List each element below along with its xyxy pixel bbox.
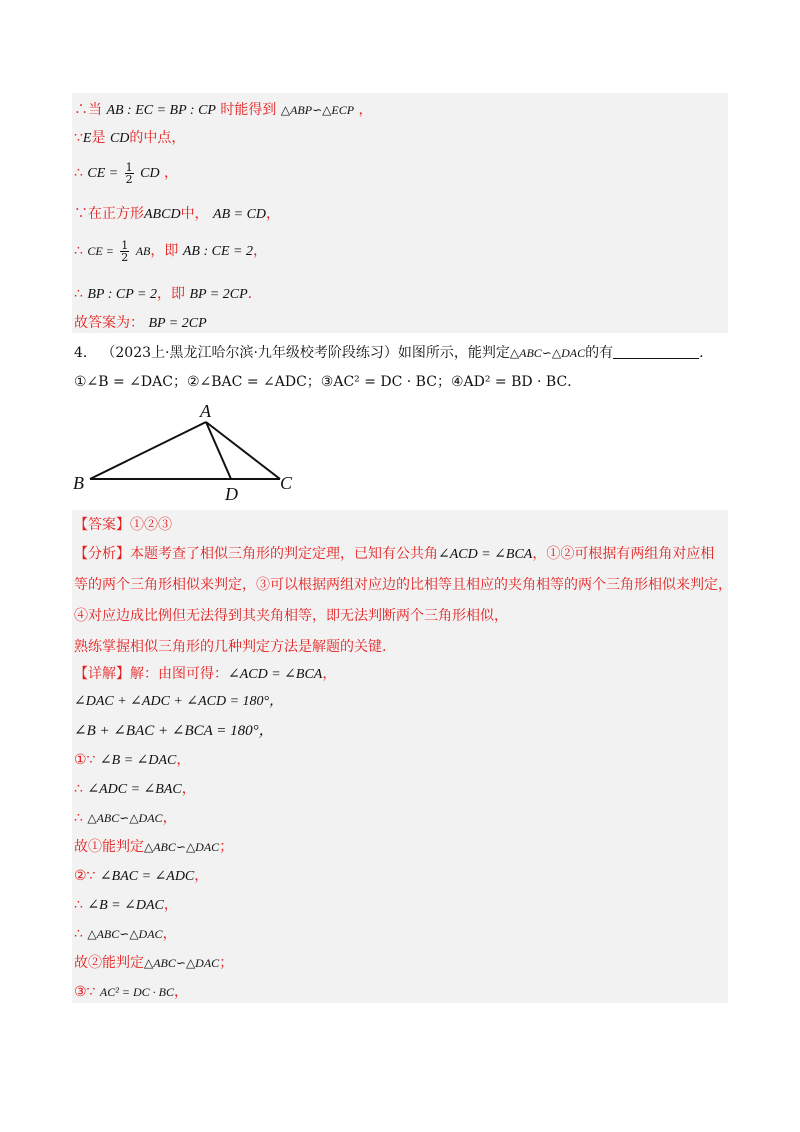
fraction-one-half: $\frac{1}{2}$ bbox=[121, 238, 129, 264]
question-4-options: ①∠B = ∠DAC；②∠BAC = ∠ADC；③AC² = DC · BC；④AD² = BD · BC． bbox=[74, 374, 582, 390]
solution-line-2: ∵E是 CD的中点， bbox=[74, 130, 186, 146]
label-D: D bbox=[225, 484, 238, 504]
solution-line-3: ∴ CE = $\frac{1}{2}$ CD ， bbox=[74, 160, 179, 186]
analysis-line-4: 熟练掌握相似三角形的几种判定方法是解题的关键. bbox=[74, 639, 387, 655]
label-B: B bbox=[73, 473, 84, 493]
analysis-line-1: 【分析】本题考查了相似三角形的判定定理，已知有公共角∠ACD = ∠BCA，①②可根据有两组角对应相 bbox=[74, 546, 715, 562]
solution-line-5: ∴ CE = $\frac{1}{2}$ AB，即 AB : CE = 2， bbox=[74, 238, 267, 264]
detail-step-6: ∴ ∠B = ∠DAC， bbox=[74, 897, 178, 913]
detail-line-3: ∠B + ∠BAC + ∠BCA = 180°， bbox=[74, 723, 274, 739]
detail-step-1: ①∵ ∠B = ∠DAC， bbox=[74, 752, 191, 768]
analysis-line-2: 等的两个三角形相似来判定，③可以根据两组对应边的比相等且相应的夹角相等的两个三角形相似来判定， bbox=[74, 577, 732, 593]
label-C: C bbox=[280, 473, 293, 493]
analysis-line-3: ④对应边成比例但无法得到其夹角相等，即无法判断两个三角形相似， bbox=[74, 608, 508, 624]
answer-blank bbox=[613, 344, 699, 359]
segment-BA bbox=[90, 422, 206, 479]
detail-step-8: 故②能判定△ABC∽△DAC； bbox=[74, 955, 234, 971]
detail-step-5: ②∵ ∠BAC = ∠ADC， bbox=[74, 868, 209, 884]
segment-AC bbox=[206, 422, 280, 479]
detail-line-1: 【详解】解：由图可得：∠ACD = ∠BCA， bbox=[74, 666, 337, 682]
detail-step-7: ∴ △ABC∽△DAC， bbox=[74, 926, 177, 942]
solution-line-6: ∴ BP : CP = 2，即 BP = 2CP. bbox=[74, 286, 253, 302]
detail-step-9: ③∵ AC² = DC · BC， bbox=[74, 984, 188, 1000]
label-A: A bbox=[200, 401, 211, 421]
solution-line-7: 故答案为： BP = 2CP bbox=[74, 315, 207, 331]
fraction-one-half: $\frac{1}{2}$ bbox=[125, 160, 133, 186]
solution-line-1: ∴当 AB : EC = BP : CP 时能得到 △ABP∽△ECP ， bbox=[74, 102, 373, 118]
detail-line-2: ∠DAC + ∠ADC + ∠ACD = 180°， bbox=[74, 694, 284, 709]
answer-line: 【答案】①②③ bbox=[74, 517, 172, 533]
triangle-figure bbox=[70, 400, 310, 505]
question-4-stem: 4． （2023上·黑龙江哈尔滨·九年级校考阶段练习）如图所示，能判定△ABC∽△DAC的有 . bbox=[74, 345, 704, 361]
detail-step-2: ∴ ∠ADC = ∠BAC， bbox=[74, 781, 196, 797]
solution-line-4: ∵在正方形ABCD中， AB = CD， bbox=[74, 206, 281, 222]
detail-step-4: 故①能判定△ABC∽△DAC； bbox=[74, 839, 234, 855]
detail-step-3: ∴ △ABC∽△DAC， bbox=[74, 810, 177, 826]
